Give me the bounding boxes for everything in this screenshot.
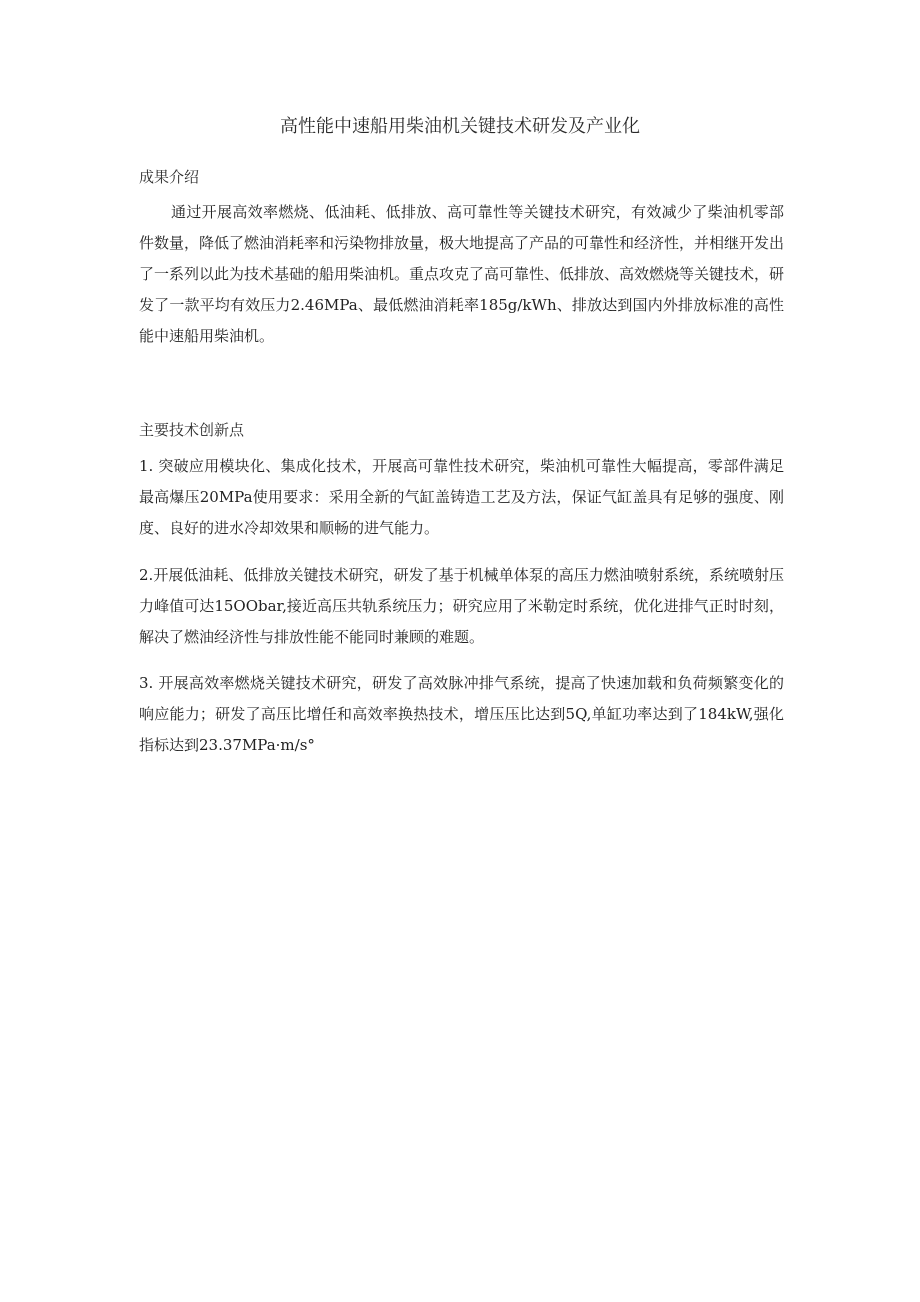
- document-title: 高性能中速船用柴油机关键技术研发及产业化: [280, 116, 640, 137]
- section-heading-innovations: 主要技术创新点: [139, 421, 245, 439]
- innovation-item-2: 2.开展低油耗、低排放关键技术研究，研发了基于机械单体泵的高压力燃油喷射系统，系统喷射压力峰值可达15OObar,接近高压共轨系统压力；研究应用了米勒定时系统，优化进排气正时时刻，解决了燃油经济性与排放性能不能同时兼顾的难题。: [139, 566, 784, 646]
- innovation-item-3: 3. 开展高效率燃烧关键技术研究，研发了高效脉冲排气系统，提高了快速加载和负荷频繁变化的响应能力；研发了高压比增任和高效率换热技术，增压压比达到5Q,单缸功率达到了184kW,强化指标达到23.37MPa·m/s°: [139, 674, 784, 754]
- section-heading-achievement: 成果介绍: [139, 168, 200, 186]
- achievement-paragraph: 通过开展高效率燃烧、低油耗、低排放、高可靠性等关键技术研究，有效减少了柴油机零部件数量，降低了燃油消耗率和污染物排放量，极大地提高了产品的可靠性和经济性，并相继开发出了一系列以此为技术基础的船用柴油机。重点攻克了高可靠性、低排放、高效燃烧等关键技术，研发了一款平均有效压力2.46MPa、最低燃油消耗率185g/kWh、排放达到国内外排放标准的高性能中速船用柴油机。: [139, 203, 785, 345]
- innovation-item-1: 1. 突破应用模块化、集成化技术，开展高可靠性技术研究，柴油机可靠性大幅提高，零部件满足最高爆压20MPa使用要求：采用全新的气缸盖铸造工艺及方法，保证气缸盖具有足够的强度、刚度、良好的进水冷却效果和顺畅的进气能力。: [139, 457, 784, 537]
